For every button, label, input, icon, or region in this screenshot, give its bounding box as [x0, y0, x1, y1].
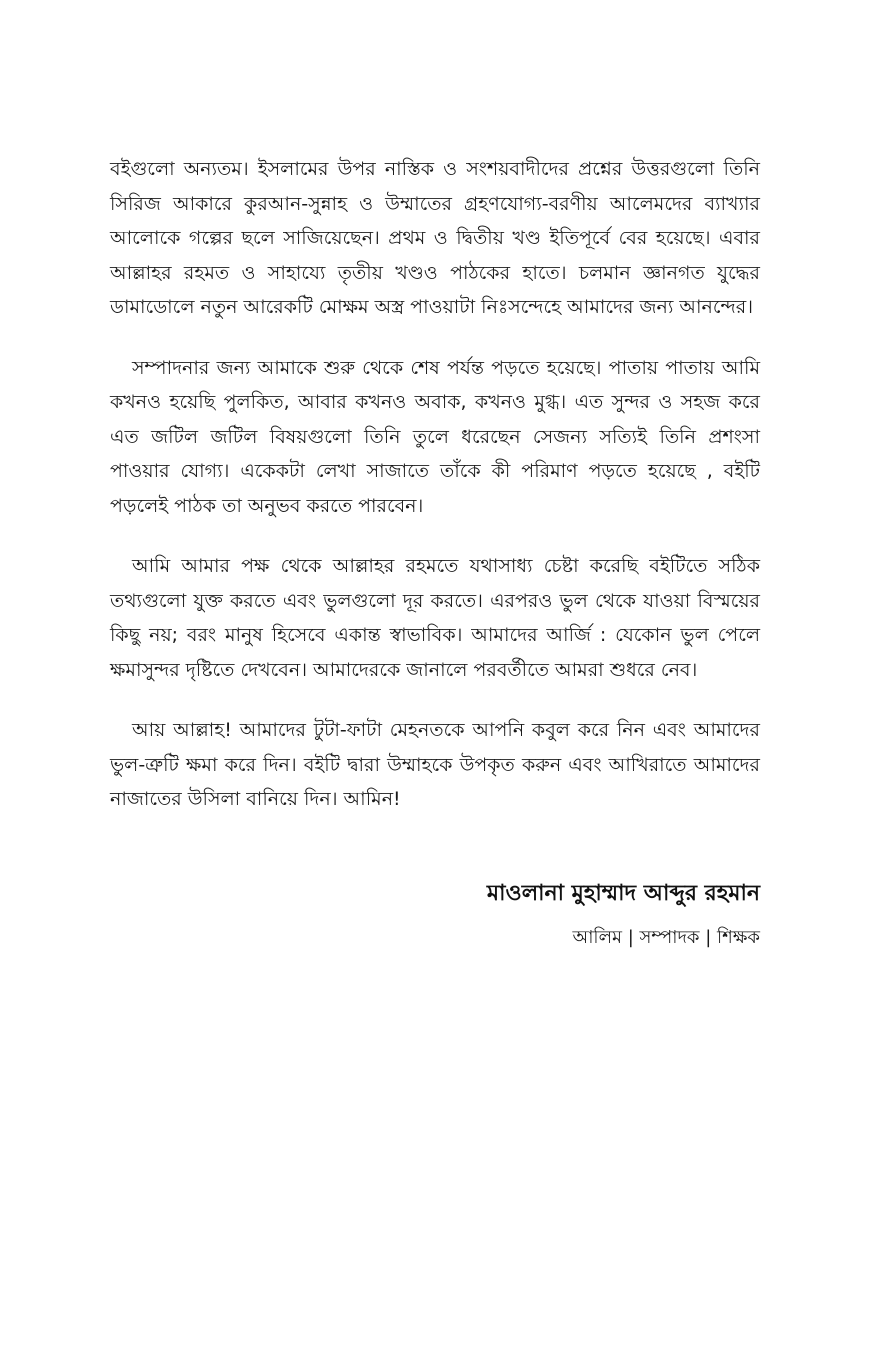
paragraph-intro: বইগুলো অন্যতম। ইসলামের উপর নাস্তিক ও সংশয়বাদীদের প্রশ্নের উত্তরগুলো তিনি সিরিজ আকারে কুরআন-সুন্নাহ ও উম্মাতের গ্রহণযোগ্য-বরণীয় আলেমদের ব্যাখ্যার আলোকে গল্পের ছলে সাজিয়েছেন। প্রথম ও দ্বিতীয় খণ্ড ইতিপূর্বে বের হয়েছে। এবার আল্লাহর রহমত ও সাহায্যে তৃতীয় খণ্ডও পাঠকের হাতে। চলমান জ্ঞানগত যুদ্ধের ডামাডোলে নতুন আরেকটি মোক্ষম অস্ত্র পাওয়াটা নিঃসন্দেহে আমাদের জন্য আনন্দের। — [110, 158, 760, 318]
signature-block — [260, 874, 760, 956]
paragraph-editing: সম্পাদনার জন্য আমাকে শুরু থেকে শেষ পর্যন্ত পড়তে হয়েছে। পাতায় পাতায় আমি কখনও হয়েছি পুলকিত, আবার কখনও অবাক, কখনও মুগ্ধ। এত সুন্দর ও সহজ করে এত জটিল জটিল বিষয়গুলো তিনি তুলে ধরেছেন সেজন্য সত্যিই তিনি প্রশংসা পাওয়ার যোগ্য। একেকটা লেখা সাজাতে তাঁকে কী পরিমাণ পড়তে হয়েছে , বইটি পড়লেই পাঠক তা অনুভব করতে পারবেন। — [110, 356, 760, 517]
signature-name: মাওলানা মুহাম্মাদ আব্দুর রহমান — [486, 881, 760, 906]
paragraph-prayer: আয় আল্লাহ! আমাদের টুটা-ফাটা মেহনতকে আপনি কবুল করে নিন এবং আমাদের ভুল-ত্রুটি ক্ষমা করে দিন। বইটি দ্বারা উম্মাহকে উপকৃত করুন এবং আখিরাতে আমাদের নাজাতের উসিলা বানিয়ে দিন। আমিন! — [110, 719, 760, 810]
body-text — [110, 152, 760, 843]
paragraph-corrections: আমি আমার পক্ষ থেকে আল্লাহর রহমতে যথাসাধ্য চেষ্টা করেছি বইটিতে সঠিক তথ্যগুলো যুক্ত করতে এবং ভুলগুলো দূর করতে। এরপরও ভুল থেকে যাওয়া বিস্ময়ের কিছু নয়; বরং মানুষ হিসেবে একান্ত স্বাভাবিক। আমাদের আর্জি : যেকোন ভুল পেলে ক্ষমাসুন্দর দৃষ্টিতে দেখবেন। আমাদেরকে জানালে পরবর্তীতে আমরা শুধরে নেব। — [110, 555, 760, 681]
signature-roles: আলিম | সম্পাদক | শিক্ষক — [572, 927, 760, 948]
